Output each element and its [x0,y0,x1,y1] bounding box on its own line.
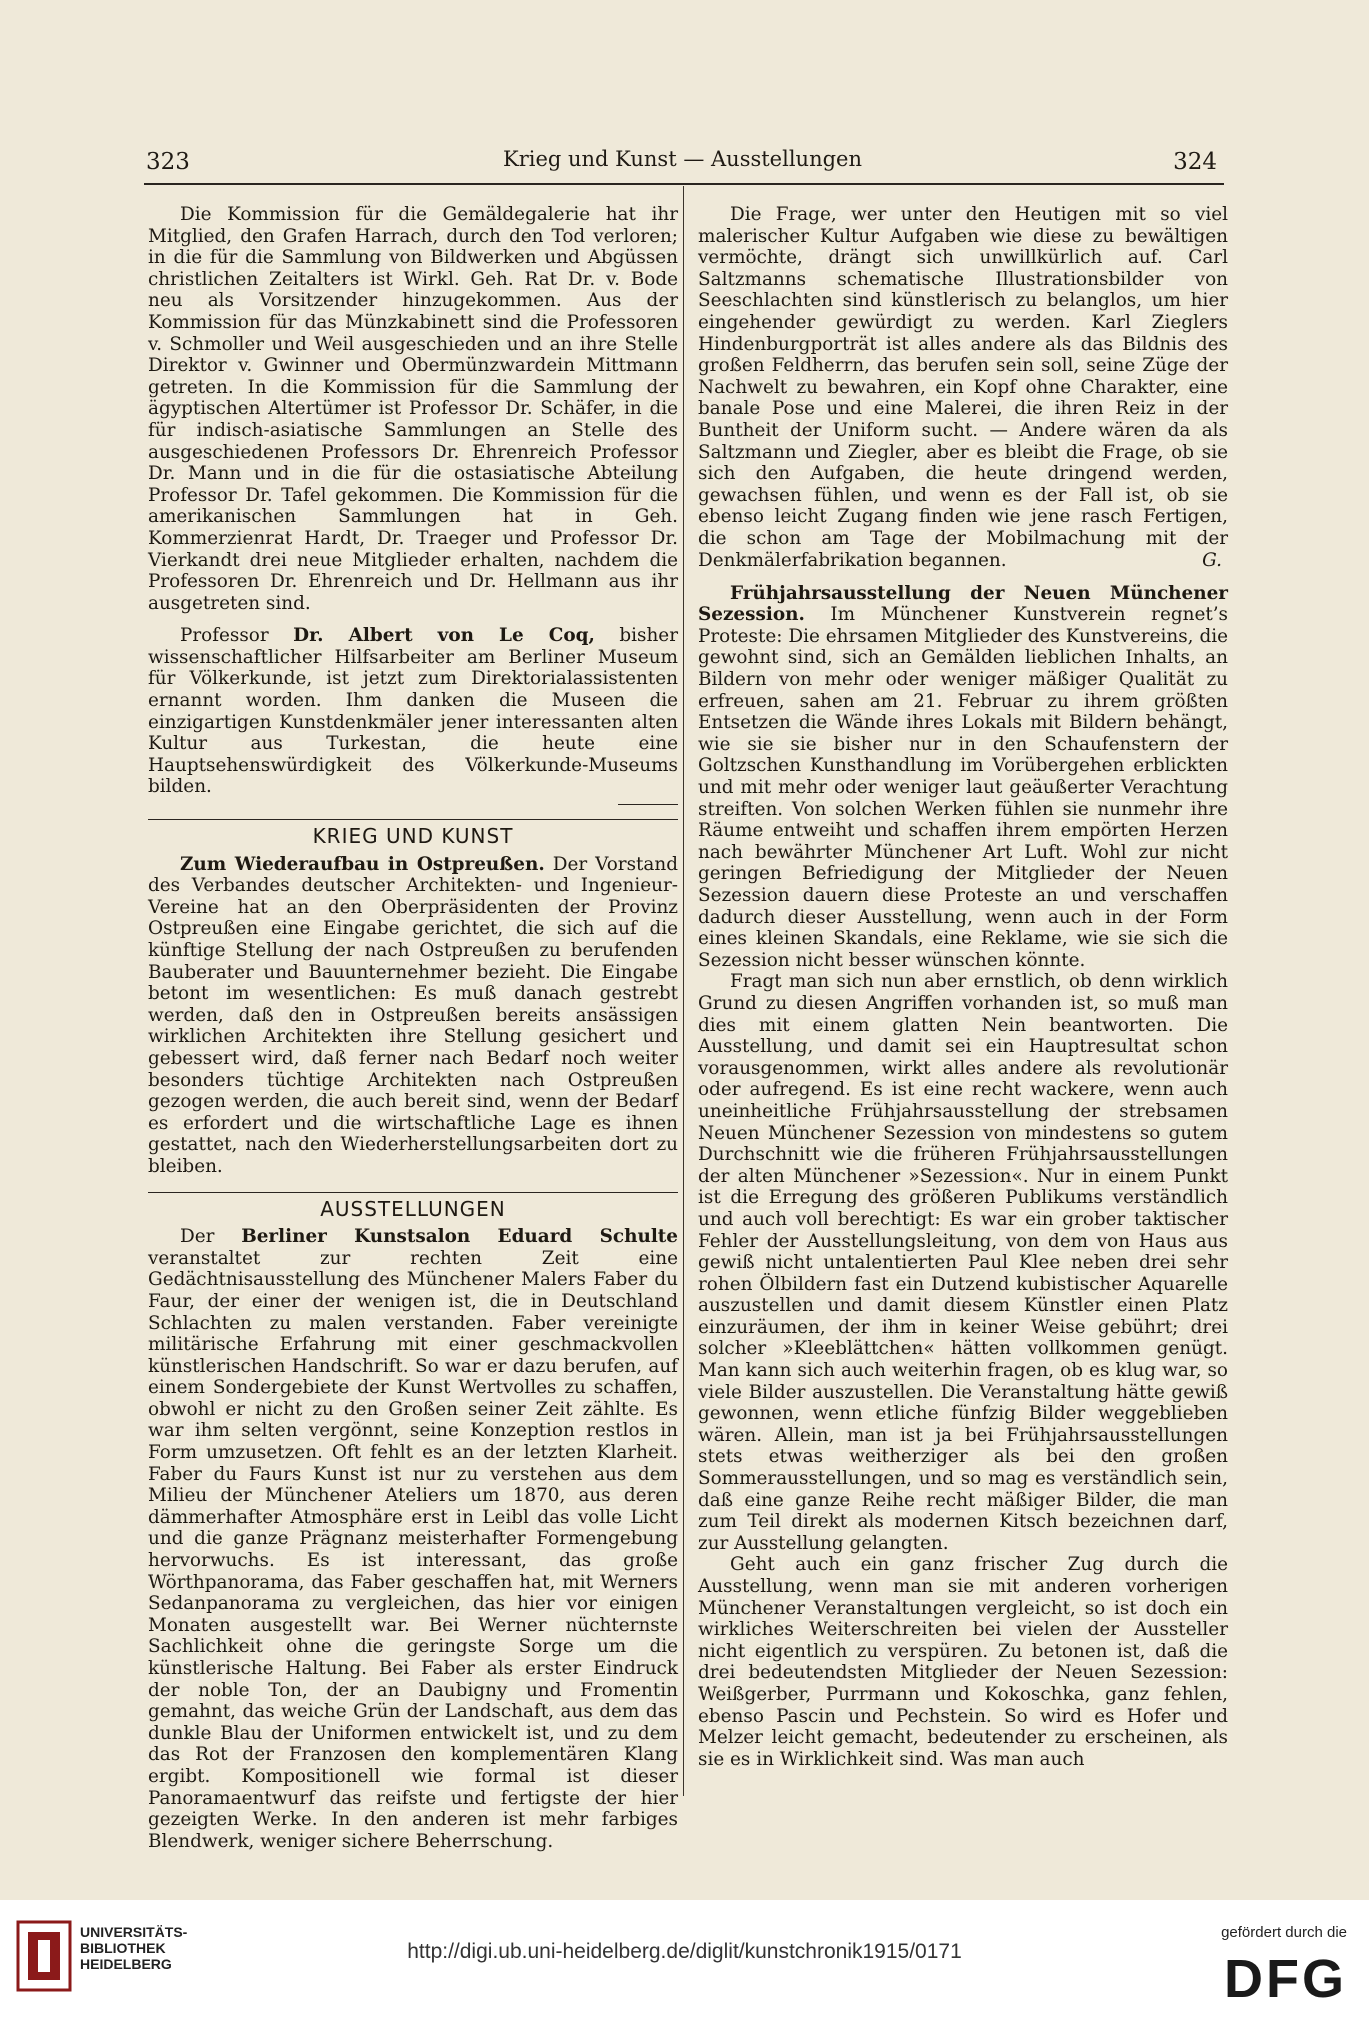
permalink[interactable]: http://digi.ub.uni-heidelberg.de/diglit/kunstchronik1915/0171 [407,1940,962,1963]
column-divider [683,186,684,1796]
running-title: Krieg und Kunst — Ausstellungen [503,147,862,171]
dfg-logo: DFG [1224,1949,1347,2009]
paragraph-frage: Die Frage, wer unter den Heutigen mit so viel malerischer Kultur Aufgaben wie diese zu bewältigen vermöchte, drängt sich unwillkürlich auf. Carl Saltzmanns schematische Illustrationsbilder von Seeschlachten sind künstlerisch zu belanglos, um hier eingehender gewürdigt zu werden. Karl Zieglers Hindenburgporträt ist alles andere als das Bildnis des großen Feldherrn, das berufen sein soll, seine Züge der Nachwelt zu bewahren, ein Kopf ohne Charakter, eine banale Pose und eine Malerei, die ihren Reiz in der Buntheit der Uniform sucht. — Andere wären da als Saltzmann und Ziegler, aber es bleibt die Frage, ob sie sich den Aufgaben, die heute dringend werden, gewachsen fühlen, und wenn es der Fall ist, ob sie ebenso leicht Zugang finden wie jene rasch Fertigen, die schon am Tage der Mobilmachung mit der Denkmälerfabrikation begannen. [698,204,1228,571]
running-header [140,145,1225,179]
page-number-right: 324 [1173,149,1217,175]
paragraph-geht-auch: Geht auch ein ganz frischer Zug durch die Ausstellung, wenn man sie mit anderen vorherigen Münchener Veranstaltungen vergleicht, so ist doch ein wirkliches Weiterschreiten bei vielen der Aussteller nicht eigentlich zu verspüren. Zu betonen ist, daß die drei bedeutendsten Mitglieder der Neuen Sezession: Weißgerber, Purrmann und Kokoschka, ganz fehlen, ebenso Pascin und Pechstein. So wird es Hofer und Melzer leicht gemacht, bedeutender zu erscheinen, als sie es in Wirklichkeit sind. Was man auch [698,1554,1228,1770]
paragraph-end-rule [618,804,678,805]
name-schulte: Berliner Kunstsalon Eduard Schulte [241,1226,678,1248]
library-name: UNIVERSITÄTS- BIBLIOTHEK HEIDELBERG [80,1924,188,1972]
section-krieg-und-kunst [148,819,678,848]
section-heading-ausstellungen: AUSSTELLUNGEN [320,1196,506,1221]
author-signature: G. [1202,550,1222,572]
left-column [148,204,678,1852]
headline-wiederaufbau: Zum Wiederaufbau in Ostpreußen. [180,853,545,875]
right-column [698,204,1228,1770]
section-heading-krieg-und-kunst: KRIEG UND KUNST [312,824,514,849]
name-le-coq: Dr. Albert von Le Coq, [293,625,595,647]
viewer-footer [0,1900,1369,2019]
paragraph-kommission: Die Kommission für die Gemäldegalerie hat ihr Mitglied, den Grafen Harrach, durch den Tod verloren; in die für die Sammlung von Bildwerken und Abgüssen christlichen Zeitalters ist Wirkl. Geh. Rat Dr. v. Bode neu als Vorsitzender hinzugekommen. Aus der Kommission für das Münzkabinett sind die Professoren v. Schmoller und Weil ausgeschieden und an ihre Stelle Direktor v. Gwinner und Obermünzwardein Mittmann getreten. In die Kommission für die Sammlung der ägyptischen Altertümer ist Professor Dr. Schäfer, in die für indisch-asiatische Sammlungen an Stelle des ausgeschiedenen Professors Dr. Ehrenreich Professor Dr. Mann und in die für die ostasiatische Abteilung Professor Dr. Tafel gekommen. Die Kommission für die amerikanischen Sammlungen hat in Geh. Kommerzienrat Hardt, Dr. Traeger und Professor Dr. Vierkandt drei neue Mitglieder erhalten, nachdem die Professoren Dr. Ehrenreich und Dr. Hellmann aus ihr ausgetreten sind. [148,204,678,614]
headline-sezession: Frühjahrsausstellung der Neuen Münchener Sezession. [698,582,1228,626]
paragraph-sezession: Frühjahrsausstellung der Neuen Münchener Sezession. Im Münchener Kunstverein regnet’s Proteste: Die ehrsamen Mitglieder des Kunstvereins, die gewohnt sind, sich an Gemälden lieblichen Inhalts, an Bildern von mehr oder weniger mäßiger Qualität zu erfreuen, sahen am 21. Februar zu ihrem größten Entsetzen die Wände ihres Lokals mit Bildern behängt, wie sie sie bisher nur in den Schaufenstern der Goltzschen Kunsthandlung im Vorübergehen erblickten und mit mehr oder weniger laut geäußerter Verachtung streiften. Von solchen Werken fühlen sie nunmehr ihre Räume entweiht und schaffen ihrem empörten Herzen nach bewährter Münchener Art Luft. Wohl zur nicht geringen Befriedigung der Mitglieder der Neuen Sezession dauern diese Proteste an und verschaffen dadurch dieser Ausstellung, wenn auch in der Form eines kleinen Skandals, eine Reklame, wie sie sich die Sezession nicht besser wünschen könnte. [698,582,1228,971]
section-ausstellungen [148,1192,678,1221]
funding-note: gefördert durch die [1221,1924,1347,1941]
paragraph-le-coq: Professor Dr. Albert von Le Coq, bisher wissenschaftlicher Hilfsarbeiter am Berliner Museum für Völkerkunde, ist jetzt zum Direktorialassistenten ernannt worden. Ihm danken die Museen die einzigartigen Kunstdenkmäler jener interessanten alten Kultur aus Turkestan, die heute eine Hauptsehenswürdigkeit des Völkerkunde-Museums bilden. [148,625,678,798]
paragraph-wiederaufbau: Zum Wiederaufbau in Ostpreußen. Der Vorstand des Verbandes deutscher Architekten- und Ingenieur-Vereine hat an den Oberpräsidenten der Provinz Ostpreußen eine Eingabe gerichtet, die sich auf die künftige Stellung der nach Ostpreußen zu berufenden Bauberater und Bauunternehmer bezieht. Die Eingabe betont im wesentlichen: Es muß danach gestrebt werden, daß den in Ostpreußen bereits ansässigen wirklichen Architekten ihre Stellung gesichert und gebessert wird, daß ferner nach Bedarf noch weiter besonders tüchtige Architekten nach Ostpreußen gezogen werden, die auch bereit sind, wenn der Bedarf es erfordert und die wirtschaftliche Lage es ihnen gestattet, nach den Wiederherstellungsarbeiten dort zu bleiben. [148,853,678,1177]
paragraph-fragt-man: Fragt man sich nun aber ernstlich, ob denn wirklich Grund zu diesen Angriffen vorhanden ist, so muß man dies mit einem glatten Nein beantworten. Die Ausstellung, und damit sei ein Hauptresultat schon vorausgenommen, wirkt alles andere als revolutionär oder aufregend. Es ist eine recht wackere, wenn auch uneinheitliche Frühjahrsausstellung der strebsamen Neuen Münchener Sezession von mindestens so gutem Durchschnitt wie die früheren Frühjahrsausstellungen der alten Münchener »Sezession«. Nur in einem Punkt ist die Erregung des größeren Publikums verständlich und auch voll berechtigt: Es war ein grober taktischer Fehler der Ausstellungsleitung, von dem von Haus aus gewiß nicht untalentierten Paul Klee neben drei sehr rohen Ölbildern fast ein Dutzend kubistischer Aquarelle auszustellen und damit diesem Künstler einen Platz einzuräumen, der ihm in keiner Weise gebührt; drei solcher »Kleeblättchen« hätten vollkommen genügt. Man kann sich auch weiterhin fragen, ob es klug war, so viele Bilder auszustellen. Die Veranstaltung hätte gewiß gewonnen, wenn etliche fünfzig Bilder weggeblieben wären. Allein, man ist ja bei Frühjahrsausstellungen stets etwas weitherziger als bei den großen Sommerausstellungen, und so mag es verständlich sein, daß eine ganze Reihe recht mäßiger Bilder, die man zum Teil direkt als modernen Kitsch bezeichnen darf, zur Ausstellung gelangten. [698,971,1228,1554]
header-rule [144,183,1224,185]
paragraph-schulte: Der Berliner Kunstsalon Eduard Schulte veranstaltet zur rechten Zeit eine Gedächtnisausstellung des Münchener Malers Faber du Faur, der einer der wenigen ist, die in Deutschland Schlachten zu malen verstanden. Faber vereinigte militärische Erfahrung mit einer geschmackvollen künstlerischen Handschrift. So war er dazu berufen, auf einem Sondergebiete der Kunst Wertvolles zu schaffen, obwohl er nicht zu den Großen seiner Zeit zählte. Es war ihm selten vergönnt, seine Konzeption restlos in Form umzusetzen. Oft fehlt es an der letzten Klarheit. Faber du Faurs Kunst ist nur zu verstehen aus dem Milieu der Münchener Ateliers um 1870, aus deren dämmerhafter Atmosphäre erst in Leibl das volle Licht und die ganze Prägnanz meisterhafter Formengebung hervorwuchs. Es ist interessant, das große Wörthpanorama, das Faber geschaffen hat, mit Werners Sedanpanorama zu vergleichen, das hier vor einigen Monaten ausgestellt war. Bei Werner nüchternste Sachlichkeit ohne die geringste Sorge um die künstlerische Haltung. Bei Faber als erster Eindruck der noble Ton, der an Daubigny und Fromentin gemahnt, das weiche Grün der Landschaft, aus dem das dunkle Blau der Uniformen entwickelt ist, und zu dem das Rot der Franzosen den komplementären Klang ergibt. Kompositionell wie formal ist dieser Panoramaentwurf das reifste und fertigste der hier gezeigten Werke. In den anderen ist mehr farbiges Blendwerk, weniger sichere Beherrschung. [148,1226,678,1852]
page-number-left: 323 [146,149,190,175]
